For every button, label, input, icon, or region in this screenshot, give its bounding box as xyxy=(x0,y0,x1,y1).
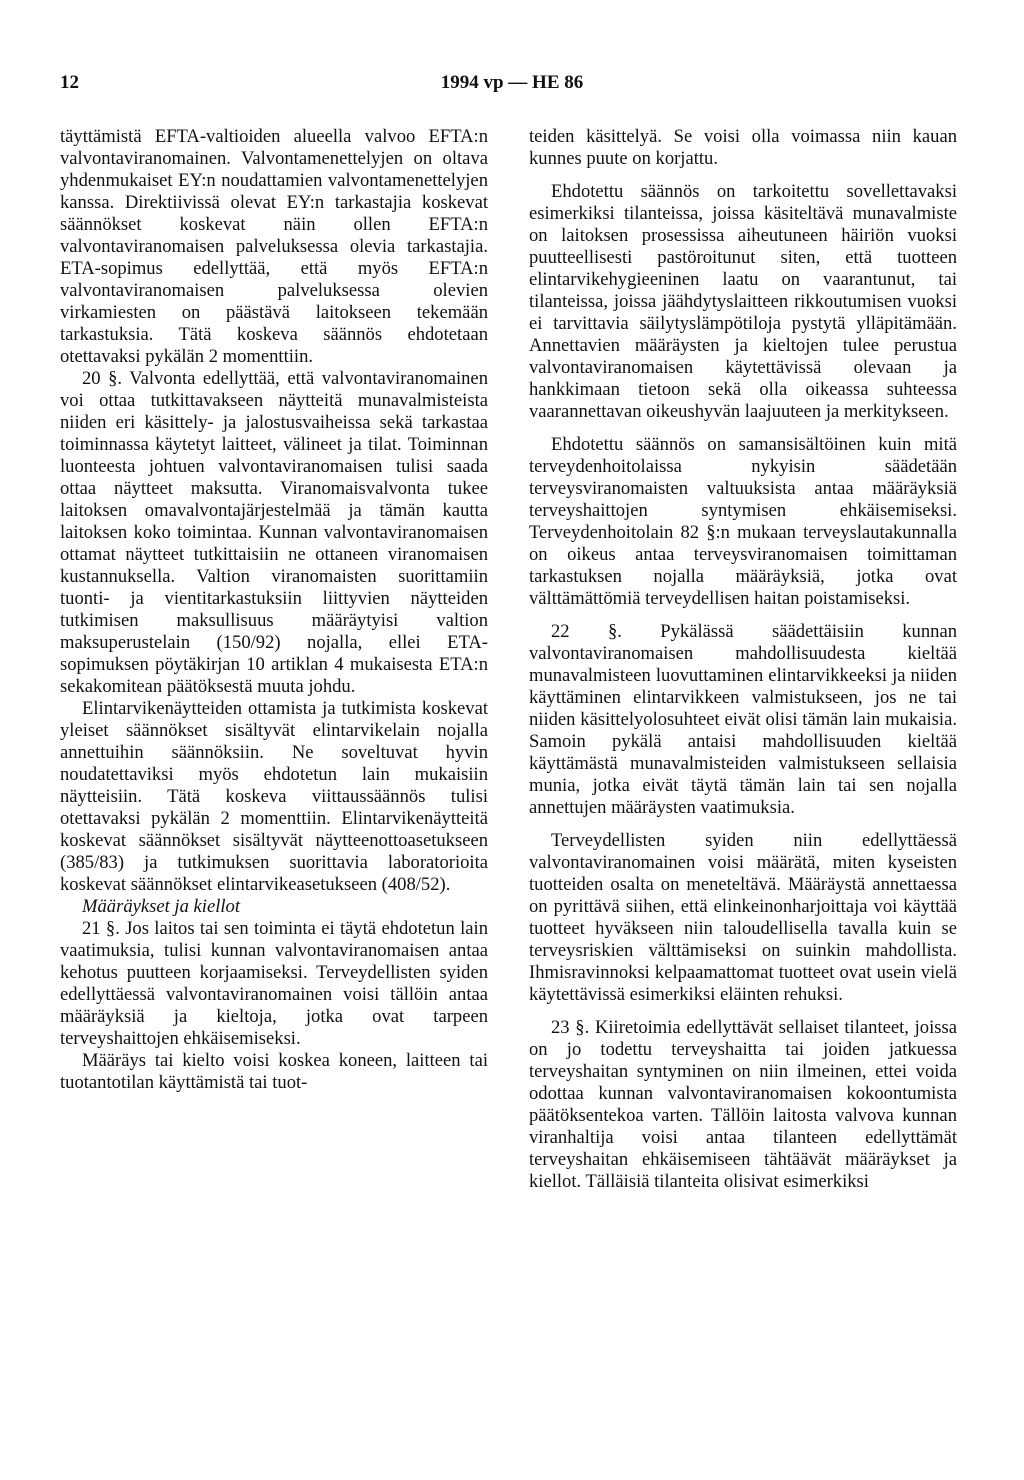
page-header xyxy=(60,72,964,102)
paragraph: Terveydellisten syiden niin edellyttäessä valvontaviranomainen voisi määrätä, miten kyseisten tuotteiden osalta on meneteltävä. Määräystä annettaessa on pyrittävä siihen, että elinkeinonharjoittaja voi käyttää tuotteet hyväkseen niin taloudellisella tavalla kuin se terveysriskien välttämiseksi on suinkin mahdollista. Ihmisravinnoksi kelpaamattomat tuotteet ovat usein vielä käytettävissä esimerkiksi eläinten rehuksi. xyxy=(529,830,957,1005)
paragraph: teiden käsittelyä. Se voisi olla voimassa niin kauan kunnes puute on korjattu. xyxy=(529,126,957,169)
paragraph: 23 §. Kiiretoimia edellyttävät sellaiset tilanteet, joissa on jo todettu terveyshaitta tai joiden jatkuessa terveyshaitan syntyminen on niin ilmeinen, ettei voida odottaa kunnan valvontaviranomaisen kokoontumista päätöksentekoa varten. Tällöin laitosta valvova kunnan viranhaltija voisi antaa tilanteen edellyttämät terveyshaitan ehkäisemiseen tähtäävät määräykset ja kiellot. Tälläisiä tilanteita olisivat esimerkiksi xyxy=(529,1017,957,1192)
left-column xyxy=(60,126,488,1094)
section-heading: Määräykset ja kiellot xyxy=(82,896,241,917)
paragraph: 20 §. Valvonta edellyttää, että valvontaviranomainen voi ottaa tutkittavakseen näytteitä munavalmisteista niiden eri käsittely- ja jalostusvaiheissa sekä tarkastaa toiminnassa käytetyt laitteet, välineet ja tilat. Toiminnan luonteesta johtuen valvontaviranomaisen tulisi saada ottaa näytteet maksutta. Viranomaisvalvonta tukee laitoksen omavalvontajärjestelmää ja tämän kautta laitoksen koko toimintaa. Kunnan valvontaviranomaisen ottamat näytteet tutkittaisiin ne ottaneen viranomaisen kustannuksella. Valtion viranomaisten suorittamiin tuonti- ja vientitarkastuksiin liittyvien näytteiden tutkimisen maksullisuus määräytyisi valtion maksuperustelain (150/92) nojalla, ellei ETA-sopimuksen pöytäkirjan 10 artiklan 4 mukaisesta ETA:n sekakomitean päätöksestä muuta johdu. xyxy=(60,368,488,697)
right-column xyxy=(529,126,957,1193)
document-identifier: 1994 vp — HE 86 xyxy=(440,72,584,93)
paragraph: Ehdotettu säännös on samansisältöinen kuin mitä terveydenhoitolaissa nykyisin säädetään terveysviranomaisten valtuuksista antaa määräyksiä terveyshaittojen syntymisen ehkäisemiseksi. Terveydenhoitolain 82 §:n mukaan terveyslautakunnalla on oikeus antaa terveysviranomaisen toimittaman tarkastuksen nojalla määräyksiä, jotka ovat välttämättömiä terveydellisen haitan poistamiseksi. xyxy=(529,434,957,609)
paragraph: Määräys tai kielto voisi koskea koneen, laitteen tai tuotantotilan käyttämistä tai tuot- xyxy=(60,1050,488,1093)
paragraph: Elintarvikenäytteiden ottamista ja tutkimista koskevat yleiset säännökset sisältyvät elintarvikelain nojalla annettuihin säännöksiin. Ne soveltuvat hyvin noudatettaviksi myös ehdotetun lain mukaisiin näytteisiin. Tätä koskeva viittaussäännös tulisi otettavaksi pykälän 2 momenttiin. Elintarvikenäytteitä koskevat säännökset sisältyvät näytteenottoasetukseen (385/83) ja tutkimuksen suorittavia laboratorioita koskevat säännökset elintarvikeasetukseen (408/52). xyxy=(60,698,488,895)
paragraph: täyttämistä EFTA-valtioiden alueella valvoo EFTA:n valvontaviranomainen. Valvontamenettelyjen on oltava yhdenmukaiset EY:n noudattamien valvontamenettelyjen kanssa. Direktiivissä olevat EY:n tarkastajia koskevat säännökset koskevat näin ollen EFTA:n valvontaviranomaisen palveluksessa olevia tarkastajia. ETA-sopimus edellyttää, että myös EFTA:n valvontaviranomaisen palveluksessa olevien virkamiesten on päästävä laitokseen tekemään tarkastuksia. Tätä koskeva säännös ehdotetaan otettavaksi pykälän 2 momenttiin. xyxy=(60,126,488,367)
page-number: 12 xyxy=(60,72,79,93)
paragraph: Ehdotettu säännös on tarkoitettu sovellettavaksi esimerkiksi tilanteissa, joissa käsiteltävä munavalmiste on laitoksen prosessissa aiheutuneen häiriön vuoksi puutteellisesti pastöroitunut siten, että tuotteen elintarvikehygieeninen laatu on vaarantunut, tai tilanteissa, joissa jäähdytyslaitteen rikkoutumisen vuoksi ei tarvittavia säilytyslämpötiloja pystytä ylläpitämään. Annettavien määräysten ja kieltojen tulee perustua valvontaviranomaisen käytettävissä olevaan ja hankkimaan tietoon sekä olla oikeassa suhteessa vaarannettavan oikeushyvän laajuuteen ja merkitykseen. xyxy=(529,181,957,422)
paragraph: 21 §. Jos laitos tai sen toiminta ei täytä ehdotetun lain vaatimuksia, tulisi kunnan valvontaviranomaisen antaa kehotus puutteen korjaamiseksi. Terveydellisten syiden edellyttäessä valvontaviranomainen voisi tällöin antaa määräyksiä ja kieltoja, jotka ovat tarpeen terveyshaittojen ehkäisemiseksi. xyxy=(60,918,488,1049)
paragraph: 22 §. Pykälässä säädettäisiin kunnan valvontaviranomaisen mahdollisuudesta kieltää munavalmisteen luovuttaminen elintarvikkeeksi ja niiden käyttäminen elintarvikkeen valmistukseen, jos ne tai niiden käsittelyolosuhteet eivät olisi tämän lain mukaisia. Samoin pykälä antaisi mahdollisuuden kieltää käyttämästä munavalmisteiden valmistukseen sellaisia munia, jotka eivät täytä tämän lain tai sen nojalla annettujen määräysten vaatimuksia. xyxy=(529,621,957,818)
